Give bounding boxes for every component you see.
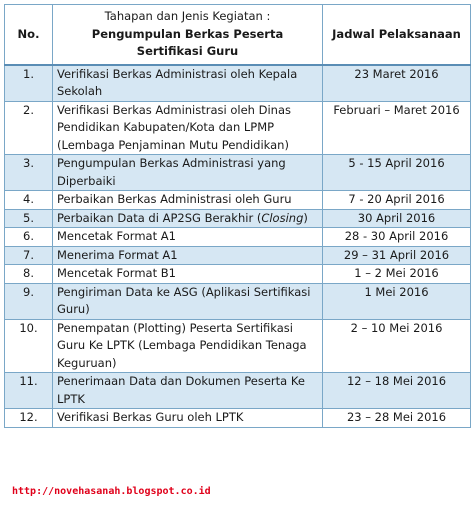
row-date: 23 Maret 2016 [323, 65, 471, 102]
row-date: 23 – 28 Mei 2016 [323, 409, 471, 428]
row-number: 6. [5, 228, 53, 247]
table-row [5, 209, 471, 228]
table-row [5, 246, 471, 265]
table-row [5, 283, 471, 319]
row-number: 11. [5, 373, 53, 409]
row-date: 7 - 20 April 2016 [323, 191, 471, 210]
row-activity-text: Perbaikan Data di AP2SG Berakhir ( [57, 210, 262, 225]
table-row [5, 228, 471, 247]
row-activity: Pengiriman Data ke ASG (Aplikasi Sertifikasi Guru) [53, 283, 323, 319]
row-date: 29 – 31 April 2016 [323, 246, 471, 265]
row-activity-text-end: ) [303, 210, 308, 225]
row-activity: Verifikasi Berkas Administrasi oleh Kepala Sekolah [53, 65, 323, 102]
table-header-row [5, 5, 471, 65]
table-row [5, 155, 471, 191]
row-activity: Mencetak Format B1 [53, 265, 323, 284]
row-date: 1 – 2 Mei 2016 [323, 265, 471, 284]
row-number: 3. [5, 155, 53, 191]
table-row [5, 191, 471, 210]
header-schedule: Jadwal Pelaksanaan [323, 5, 471, 65]
row-activity: Verifikasi Berkas Administrasi oleh Dinas Pendidikan Kabupaten/Kota dan LPMP (Lembaga Penjaminan Mutu Pendidikan) [53, 101, 323, 155]
row-activity: Menerima Format A1 [53, 246, 323, 265]
row-activity: Penerimaan Data dan Dokumen Peserta Ke LPTK [53, 373, 323, 409]
table-row [5, 265, 471, 284]
header-no: No. [5, 5, 53, 65]
schedule-table [4, 4, 471, 428]
table-row [5, 65, 471, 102]
header-activity [53, 5, 323, 65]
row-date: 28 - 30 April 2016 [323, 228, 471, 247]
table-row [5, 101, 471, 155]
row-number: 10. [5, 319, 53, 373]
table-row [5, 409, 471, 428]
schedule-table-container [4, 4, 470, 428]
row-activity: Mencetak Format A1 [53, 228, 323, 247]
source-url: http://novehasanah.blogspot.co.id [12, 486, 211, 497]
row-number: 5. [5, 209, 53, 228]
row-activity: Pengumpulan Berkas Administrasi yang Diperbaiki [53, 155, 323, 191]
row-date: Februari – Maret 2016 [323, 101, 471, 155]
row-date: 12 – 18 Mei 2016 [323, 373, 471, 409]
row-activity [53, 209, 323, 228]
row-activity-emphasis: Closing [261, 210, 304, 225]
row-date: 1 Mei 2016 [323, 283, 471, 319]
row-activity: Perbaikan Berkas Administrasi oleh Guru [53, 191, 323, 210]
row-date: 30 April 2016 [323, 209, 471, 228]
table-row [5, 373, 471, 409]
row-number: 9. [5, 283, 53, 319]
header-activity-line2: Pengumpulan Berkas Peserta Sertifikasi Guru [91, 26, 284, 58]
row-activity: Penempatan (Plotting) Peserta Sertifikasi Guru Ke LPTK (Lembaga Pendidikan Tenaga Keguruan) [53, 319, 323, 373]
row-number: 1. [5, 65, 53, 102]
row-number: 7. [5, 246, 53, 265]
row-number: 2. [5, 101, 53, 155]
row-date: 2 – 10 Mei 2016 [323, 319, 471, 373]
table-row [5, 319, 471, 373]
row-number: 8. [5, 265, 53, 284]
header-activity-line1: Tahapan dan Jenis Kegiatan : [104, 9, 271, 23]
row-number: 12. [5, 409, 53, 428]
row-number: 4. [5, 191, 53, 210]
table-body [5, 65, 471, 428]
row-date: 5 - 15 April 2016 [323, 155, 471, 191]
row-activity: Verifikasi Berkas Guru oleh LPTK [53, 409, 323, 428]
